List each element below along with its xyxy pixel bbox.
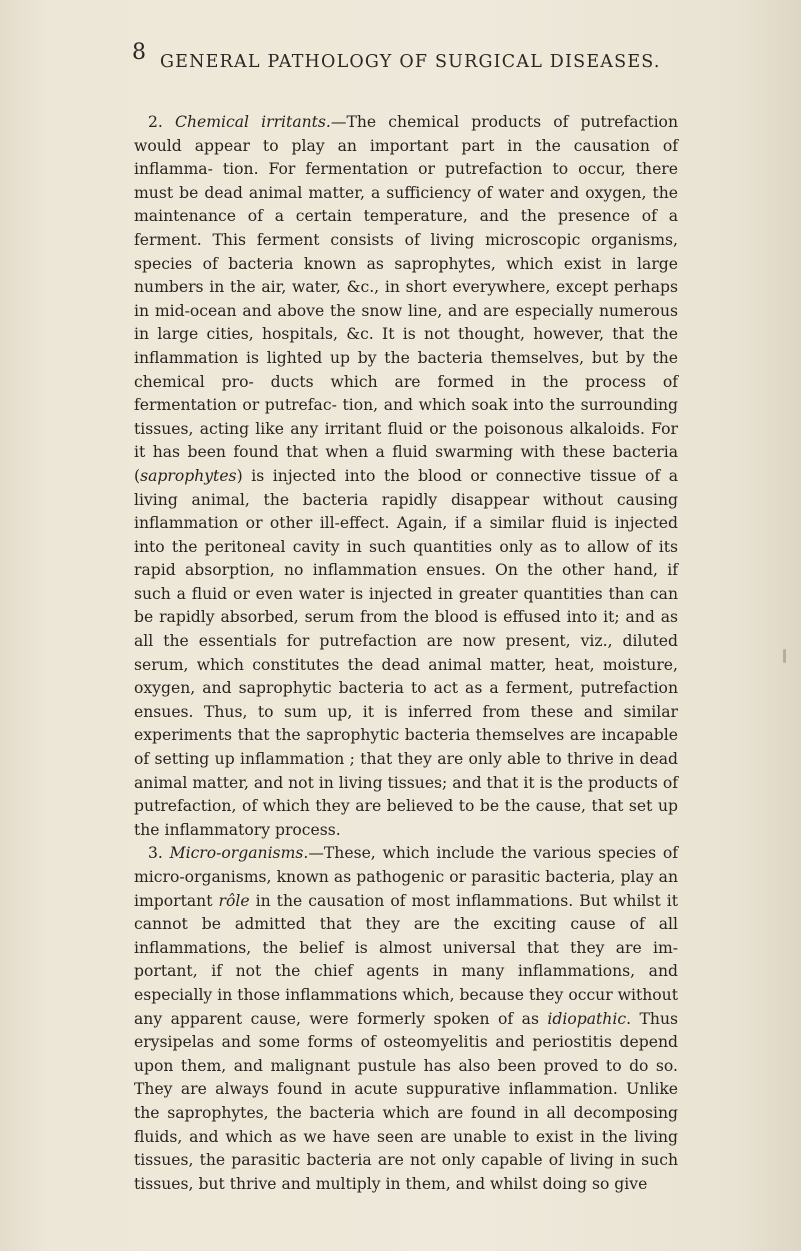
section-heading: Chemical irritants.: [175, 113, 331, 131]
margin-mark: [783, 649, 786, 663]
section-number: 2.: [148, 113, 163, 131]
paragraph-text: . Thus erysipelas and some forms of osteomyelitis and periostitis depend upon them, and malignant pustule has also been proved to do so. They are always found in acute suppurative inflammation. Unlike the saprophytes, the bacteria which are found in all decomposing fluids, and which as we have seen are unable to exist in the living tissues, the parasitic bacteria are not only capable of living in such tissues, but thrive and multiply in them, and whilst doing so give: [134, 1009, 678, 1193]
paragraph-text: ) is injected into the blood or connective tissue of a living animal, the bacteria rapidly disappear without causing inflammation or other ill-effect. Again, if a similar fluid is injected into the peritoneal cavity in such quantities only as to allow of its rapid absorption, no inflammation ensues. On the other hand, if such a fluid or even water is injected in greater quantities than can be rapidly absorbed, serum from the blood is effused into it; and as all the essentials for putrefaction are now present, viz., diluted serum, which constitutes the dead animal matter, heat, moisture, oxygen, and saprophytic bacteria to act as a ferment, putrefaction ensues. Thus, to sum up, it is inferred from these and similar experiments that the saprophytic bacteria themselves are incapable of setting up inflammation ; that they are only able to thrive in dead animal matter, and not in living tissues; and that it is the products of putrefaction, of which they are believed to be the cause, that set up the inflammatory process.: [134, 466, 678, 839]
page-number: 8: [132, 40, 146, 65]
section-heading: Micro-organisms.: [169, 844, 309, 863]
paragraph-micro-organisms: [134, 842, 678, 1196]
page-header: [132, 40, 732, 82]
paragraph-text: —These, which include the various species of micro-organisms, known as pathogenic or parasitic bacteria, play an important: [134, 844, 678, 910]
paragraph-chemical-irritants: [134, 111, 678, 842]
italic-term: saprophytes: [140, 466, 237, 485]
italic-term: idiopathic: [547, 1009, 627, 1028]
section-number: 3.: [148, 844, 163, 863]
paragraph-text: —The chemical products of putrefaction would appear to play an important part in the causation of inflamma- tion. For fermentation or putrefaction to occur, there must be dead animal matter, a sufficiency of water and oxygen, the maintenance of a certain temperature, and the presence of a ferment. This ferment consists of living microscopic organisms, species of bacteria known as saprophytes, which exist in large numbers in the air, water, &c., in short everywhere, except perhaps in mid-ocean and above the snow line, and are especially numerous in large cities, hospitals, &c. It is not thought, however, that the inflammation is lighted up by the bacteria themselves, but by the chemical pro- ducts which are formed in the process of fermentation or putrefac- tion, and which soak into the surrounding tissues, acting like any irritant fluid or the poisonous alkaloids. For it has been found that when a fluid swarming with these bacteria (: [134, 113, 678, 485]
running-head: GENERAL PATHOLOGY OF SURGICAL DISEASES.: [160, 52, 661, 72]
body-text: [134, 111, 678, 1196]
italic-term: rôle: [218, 891, 250, 910]
paragraph-text: in the causation of most inflammations. But whilst it cannot be admitted that they are the exciting cause of all inflammations, the belief is almost universal that they are im- portant, if not the chief agents in many inflammations, and especially in those inflammations which, because they occur without any apparent cause, were formerly spoken of as: [134, 891, 678, 1028]
